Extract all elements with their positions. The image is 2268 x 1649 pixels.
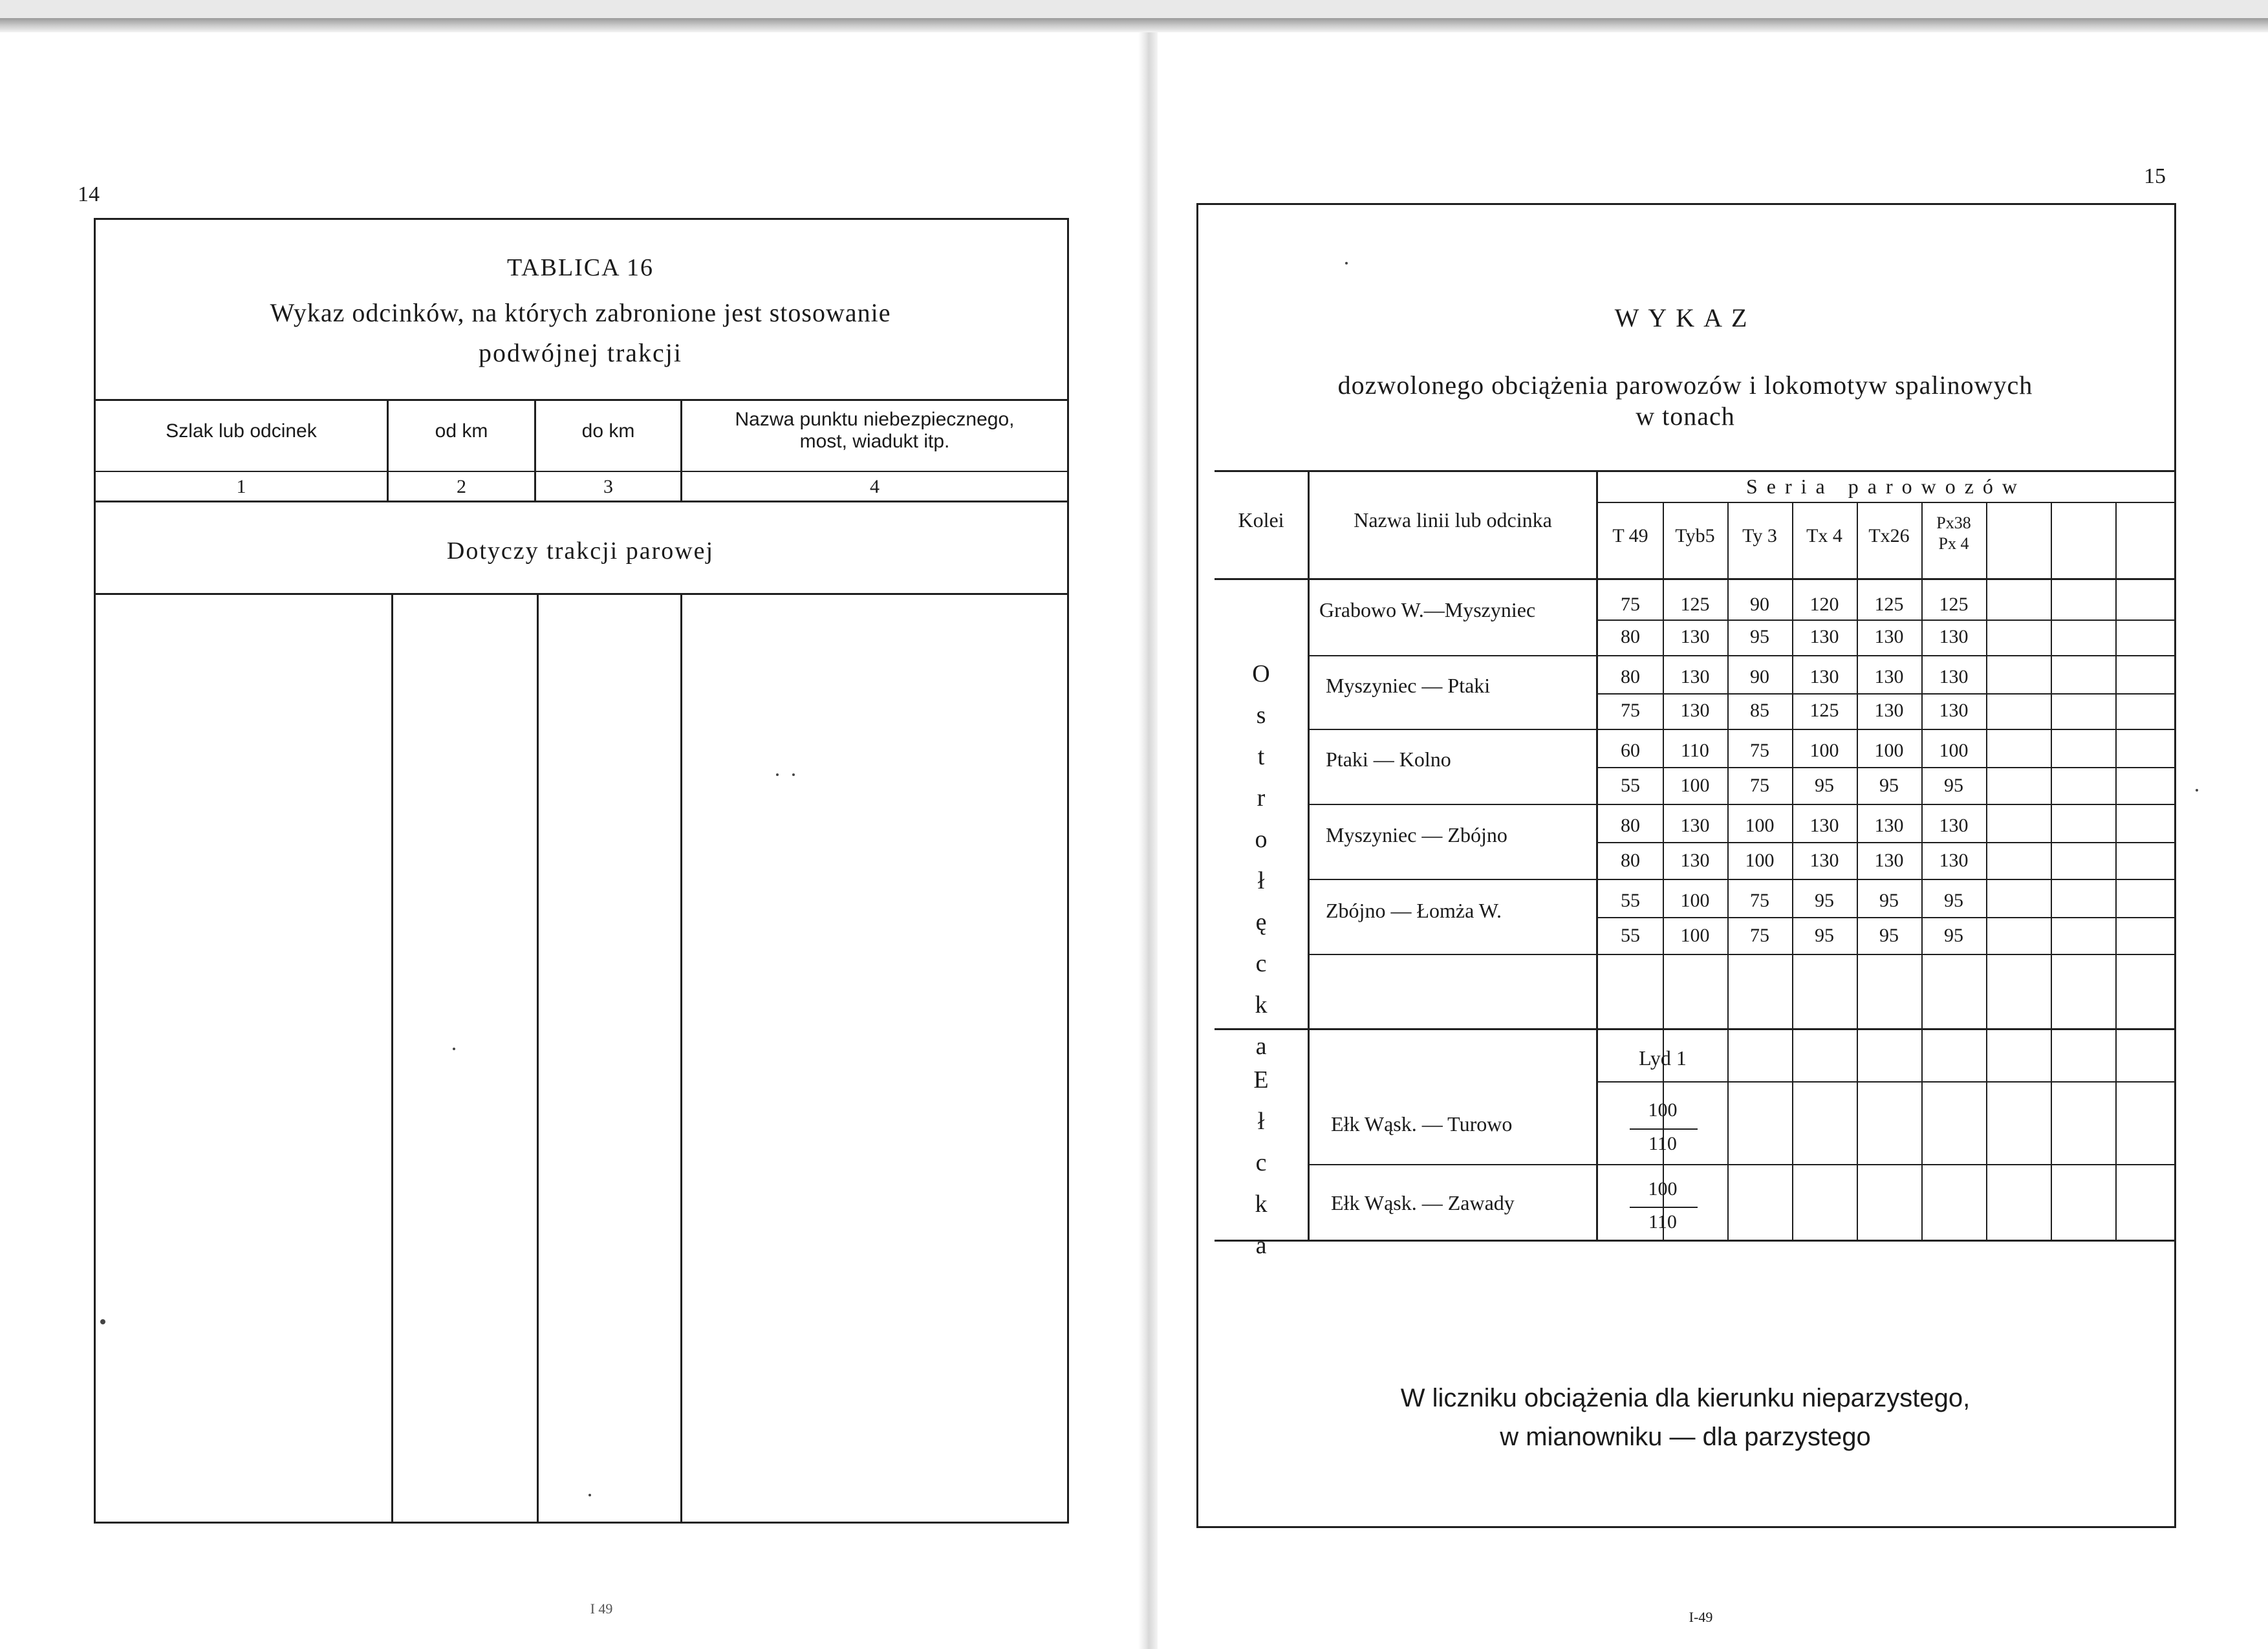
- row-name: Myszyniec — Zbójno: [1326, 823, 1507, 846]
- right-subtitle-line2: w tonach: [1636, 402, 1735, 431]
- col-divider-7: [2051, 502, 2052, 1240]
- right-frame-top: [1196, 203, 2176, 205]
- right-table-bottom-rule: [1215, 1240, 2174, 1242]
- value-cell: 75: [1621, 700, 1640, 721]
- scan-top-edge: [0, 18, 2268, 32]
- value-cell: 100: [1939, 740, 1969, 761]
- row-mid-rule: [1598, 842, 2174, 843]
- value-cell: 130: [1874, 626, 1904, 647]
- left-col-num-4: 4: [870, 476, 880, 497]
- row-name: Grabowo W.—Myszyniec: [1319, 598, 1536, 621]
- seria-header: Seria parowozów: [1745, 475, 2027, 498]
- group-separator: [1215, 1028, 2174, 1030]
- value-cell: 75: [1750, 890, 1769, 911]
- left-col-header-3: do km: [581, 420, 635, 442]
- right-page-number: 15: [2144, 164, 2166, 188]
- left-frame-right: [1067, 218, 1069, 1522]
- right-kolei-divider: [1308, 470, 1310, 1240]
- value-cell: 130: [1874, 666, 1904, 687]
- row-name: Zbójno — Łomża W.: [1326, 899, 1502, 922]
- value-cell: 95: [1944, 775, 1963, 796]
- value-cell: 80: [1621, 666, 1640, 687]
- value-cell: 130: [1939, 700, 1969, 721]
- book-gutter: [1138, 32, 1158, 1649]
- right-footer-mark: I-49: [1689, 1609, 1713, 1625]
- value-cell: 125: [1680, 594, 1710, 615]
- value-cell: 80: [1621, 815, 1640, 836]
- left-col-header-2: od km: [435, 420, 488, 442]
- value-cell: 130: [1939, 626, 1969, 647]
- right-header-top-rule: [1215, 470, 2174, 472]
- value-cell: 130: [1680, 700, 1710, 721]
- row-rule: [1310, 804, 2174, 805]
- value-cell: 80: [1621, 626, 1640, 647]
- value-cell: 55: [1621, 775, 1640, 796]
- group-label-elcka: E ł c k a: [1253, 1066, 1269, 1259]
- left-header-mid-rule: [94, 471, 1067, 472]
- left-col-header-4a: Nazwa punktu niebezpiecznego,: [735, 409, 1015, 430]
- value-cell: 100: [1874, 740, 1904, 761]
- left-frame-top: [94, 218, 1067, 220]
- left-col-num-3: 3: [603, 476, 613, 497]
- fraction-bottom: 110: [1648, 1211, 1677, 1233]
- left-col-num-2: 2: [457, 476, 466, 497]
- value-cell: 100: [1745, 815, 1775, 836]
- right-subtitle-line1: dozwolonego obciążenia parowozów i lokomotyw spalinowych: [1337, 371, 2033, 400]
- value-cell: 125: [1874, 594, 1904, 615]
- left-col-header-4b: most, wiadukt itp.: [799, 431, 950, 452]
- row-mid-rule: [1598, 693, 2174, 695]
- value-cell: 130: [1874, 815, 1904, 836]
- value-cell: 130: [1680, 850, 1710, 871]
- series-header-3: Ty 3: [1742, 525, 1777, 546]
- value-cell: 75: [1750, 775, 1769, 796]
- left-table-title: TABLICA 16: [506, 254, 654, 281]
- value-cell: 75: [1750, 925, 1769, 946]
- value-cell: 95: [1815, 925, 1834, 946]
- series-header-4: Tx 4: [1806, 525, 1842, 546]
- value-cell: 95: [1944, 890, 1963, 911]
- fraction-top: 100: [1648, 1178, 1678, 1200]
- col-divider-6: [1986, 502, 1987, 1240]
- value-cell: 95: [1944, 925, 1963, 946]
- left-page-number: 14: [78, 182, 100, 206]
- value-cell: 130: [1939, 850, 1969, 871]
- scan-speck: [589, 1494, 591, 1496]
- row-rule: [1310, 655, 2174, 656]
- right-title: WYKAZ: [1614, 303, 1756, 332]
- value-cell: 55: [1621, 890, 1640, 911]
- scan-speck: [776, 773, 779, 776]
- left-col-num-1: 1: [236, 476, 246, 497]
- row-name: Myszyniec — Ptaki: [1326, 674, 1491, 697]
- value-cell: 130: [1680, 815, 1710, 836]
- value-cell: 130: [1809, 815, 1839, 836]
- value-cell: 125: [1939, 594, 1969, 615]
- value-cell: 60: [1621, 740, 1640, 761]
- value-cell: 130: [1939, 815, 1969, 836]
- value-cell: 100: [1745, 850, 1775, 871]
- right-frame-bottom: [1196, 1526, 2176, 1528]
- value-cell: 75: [1621, 594, 1640, 615]
- left-body-divider-3: [680, 595, 682, 1522]
- value-cell: 90: [1750, 666, 1769, 687]
- row-mid-rule: [1598, 917, 2174, 918]
- value-cell: 95: [1879, 890, 1899, 911]
- left-body-divider-2: [537, 595, 539, 1522]
- left-header-bottom-rule: [94, 501, 1067, 502]
- fraction-bottom: 110: [1648, 1133, 1677, 1154]
- left-frame-left: [94, 218, 96, 1522]
- value-cell: 120: [1809, 594, 1839, 615]
- row-rule: [1310, 954, 2174, 955]
- value-cell: 130: [1809, 666, 1839, 687]
- value-cell: 130: [1939, 666, 1969, 687]
- value-cell: 100: [1680, 775, 1710, 796]
- series-header-6a: Px38: [1936, 513, 1971, 532]
- left-footer-mark: I 49: [590, 1600, 613, 1617]
- value-cell: 100: [1680, 890, 1710, 911]
- row-rule: [1310, 879, 2174, 880]
- right-header-bottom-rule: [1215, 578, 2174, 580]
- nazwa-header: Nazwa linii lub odcinka: [1354, 508, 1552, 532]
- series-header-2: Tyb5: [1675, 525, 1715, 546]
- series-header-1: T 49: [1612, 525, 1648, 546]
- scan-speck: [1345, 262, 1348, 264]
- value-cell: 55: [1621, 925, 1640, 946]
- scan-speck: [2196, 789, 2198, 792]
- scan-speck: [792, 773, 795, 776]
- value-cell: 95: [1879, 925, 1899, 946]
- row-rule: [1310, 729, 2174, 730]
- left-header-top-rule: [94, 399, 1067, 401]
- left-col-header-1: Szlak lub odcinek: [166, 420, 317, 442]
- value-cell: 75: [1750, 740, 1769, 761]
- fraction-top: 100: [1648, 1099, 1678, 1121]
- col-divider-8: [2115, 502, 2117, 1240]
- value-cell: 125: [1809, 700, 1839, 721]
- left-subtitle-line2: podwójnej trakcji: [478, 338, 683, 367]
- scan-speck: [100, 1319, 105, 1324]
- value-cell: 95: [1879, 775, 1899, 796]
- value-cell: 130: [1680, 666, 1710, 687]
- value-cell: 130: [1874, 850, 1904, 871]
- left-frame-bottom: [94, 1522, 1069, 1524]
- value-cell: 130: [1809, 626, 1839, 647]
- series-header-6b: Px 4: [1938, 534, 1969, 553]
- fraction-bar: [1630, 1207, 1698, 1208]
- left-section-rule: [94, 593, 1067, 595]
- left-subtitle-line1: Wykaz odcinków, na których zabronione jest stosowanie: [270, 298, 891, 327]
- row-name: Ełk Wąsk. — Zawady: [1331, 1191, 1515, 1214]
- row-rule: [1310, 1164, 2174, 1165]
- left-section-label: Dotyczy trakcji parowej: [446, 537, 715, 565]
- row-mid-rule: [1598, 767, 2174, 768]
- value-cell: 95: [1815, 775, 1834, 796]
- footnote-line2: w mianowniku — dla parzystego: [1500, 1423, 1871, 1451]
- row-name: Ełk Wąsk. — Turowo: [1331, 1112, 1513, 1136]
- group-label-ostroleka: O s t r o ł ę c k a: [1252, 660, 1270, 1060]
- value-cell: 130: [1874, 700, 1904, 721]
- value-cell: 90: [1750, 594, 1769, 615]
- row-mid-rule: [1598, 620, 2174, 621]
- value-cell: 100: [1680, 925, 1710, 946]
- value-cell: 85: [1750, 700, 1769, 721]
- value-cell: 130: [1809, 850, 1839, 871]
- value-cell: 100: [1809, 740, 1839, 761]
- kolei-header: Kolei: [1238, 508, 1284, 532]
- row-rule: [1598, 1081, 2174, 1083]
- scan-speck: [453, 1048, 455, 1050]
- locomotive-label: Lyd 1: [1639, 1046, 1687, 1070]
- value-cell: 80: [1621, 850, 1640, 871]
- series-header-5: Tx26: [1868, 525, 1910, 546]
- seria-underline: [1598, 502, 2174, 503]
- right-frame-right: [2174, 203, 2176, 1526]
- value-cell: 130: [1680, 626, 1710, 647]
- row-name: Ptaki — Kolno: [1326, 748, 1451, 771]
- footnote-line1: W liczniku obciążenia dla kierunku nieparzystego,: [1400, 1384, 1971, 1412]
- value-cell: 95: [1750, 626, 1769, 647]
- fraction-bar: [1630, 1128, 1698, 1130]
- value-cell: 95: [1815, 890, 1834, 911]
- value-cell: 110: [1681, 740, 1709, 761]
- left-body-divider-1: [391, 595, 393, 1522]
